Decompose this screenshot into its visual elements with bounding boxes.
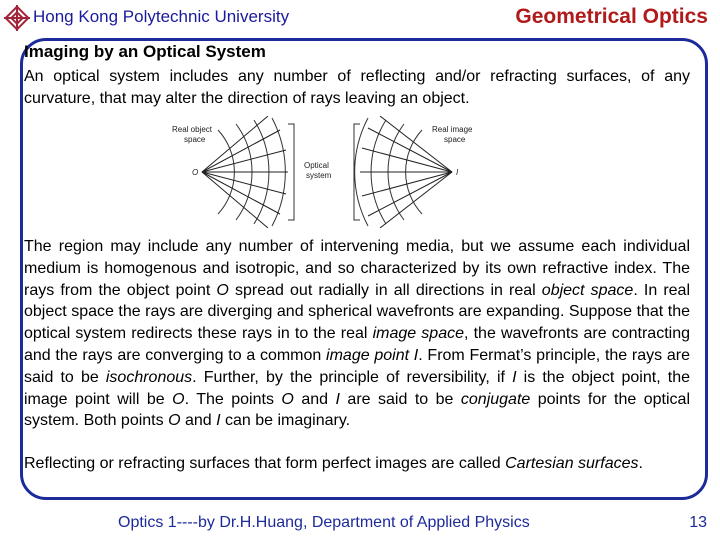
section-heading: Imaging by an Optical System [24, 42, 266, 61]
text-run: spread out radially in all directions in real [228, 281, 542, 299]
intro-paragraph: An optical system includes any number of reflecting and/or refracting surfaces, of any curvature, that may alter the direction of rays leaving an object. [24, 68, 690, 107]
text-run: . From Fermat’s principle, the rays are said to be [24, 346, 691, 386]
italic-term: Cartesian surfaces [505, 455, 639, 472]
text-run: . [638, 455, 643, 472]
italic-term: image space [372, 325, 465, 343]
text-run: The region may include any number of intervening media, but we assume each individual medium is homogenous and isotropic, and so characterized by its own refractive index. The rays from the object point [24, 238, 690, 299]
page-number: 13 [689, 514, 707, 531]
text-run: . Further, by the principle of reversibility, if [192, 368, 513, 386]
object-space-label-2: space [184, 135, 206, 144]
image-space-label-2: space [444, 135, 466, 144]
italic-term: isochronous [105, 368, 193, 386]
text-run: , the wavefronts are contracting and the rays are converging to a common [24, 325, 691, 364]
italic-term: O [216, 281, 229, 299]
text-run: . The points [184, 390, 282, 408]
italic-term: O [281, 390, 294, 408]
text-run: can be imaginary. [220, 412, 351, 430]
slide-title: Geometrical Optics [515, 5, 708, 28]
italic-term: I [216, 412, 221, 430]
optical-system-label-2: system [306, 171, 332, 180]
text-run: is the object point, the image point will be [24, 368, 691, 408]
object-rays [202, 116, 288, 228]
cartesian-paragraph [24, 453, 690, 475]
image-space-label-1: Real image [432, 125, 473, 134]
italic-term: image point I [326, 346, 419, 364]
system-bracket-left [288, 124, 294, 220]
image-point-label: I [456, 168, 459, 177]
optical-system-figure [160, 116, 480, 228]
text-run: and [293, 390, 336, 408]
text-run: points for the optical system. Both points [24, 390, 690, 430]
italic-term: object space [541, 281, 634, 299]
italic-term: O [168, 412, 181, 430]
university-logo [2, 3, 32, 33]
text-run: Reflecting or refracting surfaces that form perfect images are called [24, 455, 506, 472]
italic-term: conjugate [460, 390, 531, 408]
text-run: . In real object space the rays are diverging and spherical wavefronts are expanding. Suppose that the optical system redirects these rays in to the real [24, 281, 691, 343]
text-run: and [180, 412, 217, 430]
university-name: Hong Kong Polytechnic University [33, 7, 290, 26]
optical-system-label-1: Optical [304, 161, 329, 170]
text-run: are said to be [339, 390, 461, 408]
italic-term: O [172, 390, 185, 408]
body-paragraph [24, 236, 690, 432]
italic-term: I [335, 390, 340, 408]
object-space-label-1: Real object [172, 125, 213, 134]
footer-credit: Optics 1----by Dr.H.Huang, Department of Applied Physics [118, 514, 530, 531]
italic-term: I [512, 368, 517, 386]
object-point-label: O [192, 168, 199, 177]
